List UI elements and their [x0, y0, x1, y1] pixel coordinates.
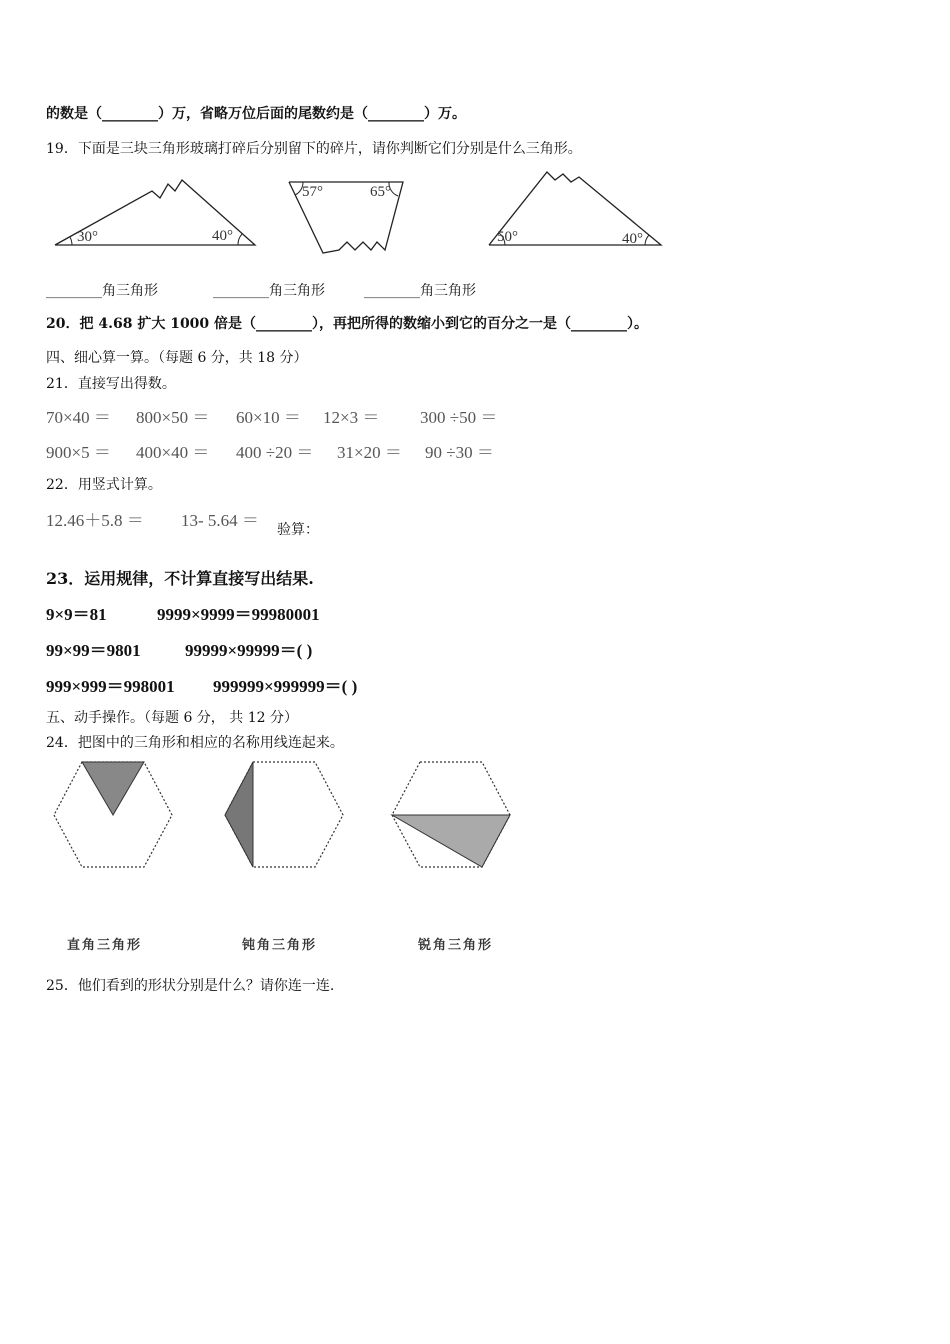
- q19-answer-1[interactable]: ________角三角形: [46, 283, 158, 299]
- fragment2-angle-a: 57°: [302, 184, 323, 200]
- calc-r1-2: 800×50 ＝: [136, 408, 210, 427]
- pattern-3b[interactable]: 999999×999999＝( ): [213, 677, 358, 696]
- calc-r2-1: 900×5 ＝: [46, 443, 111, 462]
- calc-r1-5: 300 ÷50 ＝: [420, 408, 498, 427]
- q19-text: 19．下面是三块三角形玻璃打碎后分别留下的碎片，请你判断它们分别是什么三角形。: [46, 141, 582, 157]
- calc-r2-2: 400×40 ＝: [136, 443, 210, 462]
- name-right-triangle[interactable]: 直角三角形: [67, 938, 143, 953]
- check-label: 验算：: [277, 522, 319, 538]
- hexagon-figure-1: [50, 757, 180, 872]
- pattern-3a: 999×999＝998001: [46, 677, 175, 696]
- vertical-calc-2: 13- 5.64 ＝: [181, 511, 259, 530]
- name-obtuse-triangle[interactable]: 钝角三角形: [242, 938, 318, 953]
- pattern-2a: 99×99＝9801: [46, 641, 141, 660]
- pattern-1b: 9999×9999＝99980001: [157, 605, 320, 624]
- glass-fragment-1: [50, 176, 270, 266]
- q22-text: 22．用竖式计算。: [46, 477, 162, 493]
- name-acute-triangle[interactable]: 锐角三角形: [418, 938, 494, 953]
- q23-text: 23．运用规律，不计算直接写出结果.: [46, 569, 314, 588]
- section4-heading: 四、细心算一算。（每题 6 分，共 18 分）: [46, 350, 308, 366]
- q21-text: 21．直接写出得数。: [46, 376, 176, 392]
- calc-r1-1: 70×40 ＝: [46, 408, 111, 427]
- q24-text: 24．把图中的三角形和相应的名称用线连起来。: [46, 735, 344, 751]
- calc-r2-4: 31×20 ＝: [337, 443, 402, 462]
- fragment1-angle-b: 40°: [212, 228, 233, 244]
- hexagon-figure-2: [219, 757, 349, 872]
- q18-tail: 的数是（________）万，省略万位后面的尾数约是（________）万。: [46, 106, 466, 122]
- calc-r2-3: 400 ÷20 ＝: [236, 443, 314, 462]
- q19-answer-3[interactable]: ________角三角形: [364, 283, 476, 299]
- calc-r2-5: 90 ÷30 ＝: [425, 443, 494, 462]
- fragment2-angle-b: 65°: [370, 184, 391, 200]
- section5-heading: 五、动手操作。（每题 6 分， 共 12 分）: [46, 710, 298, 726]
- pattern-2b[interactable]: 99999×99999＝( ): [185, 641, 313, 660]
- vertical-calc-1: 12.46＋5.8 ＝: [46, 511, 144, 530]
- calc-r1-4: 12×3 ＝: [323, 408, 380, 427]
- fragment3-angle-a: 50°: [497, 229, 518, 245]
- pattern-1a: 9×9＝81: [46, 605, 107, 624]
- q25-text: 25．他们看到的形状分别是什么？请你连一连.: [46, 978, 335, 994]
- fragment1-angle-a: 30°: [77, 229, 98, 245]
- calc-r1-3: 60×10 ＝: [236, 408, 301, 427]
- fragment3-angle-b: 40°: [622, 231, 643, 247]
- q20-text: 20．把 4.68 扩大 1000 倍是（________），再把所得的数缩小到它的百分之一是（________）。: [46, 316, 649, 332]
- q19-answer-2[interactable]: ________角三角形: [213, 283, 325, 299]
- hexagon-figure-3: [388, 757, 518, 872]
